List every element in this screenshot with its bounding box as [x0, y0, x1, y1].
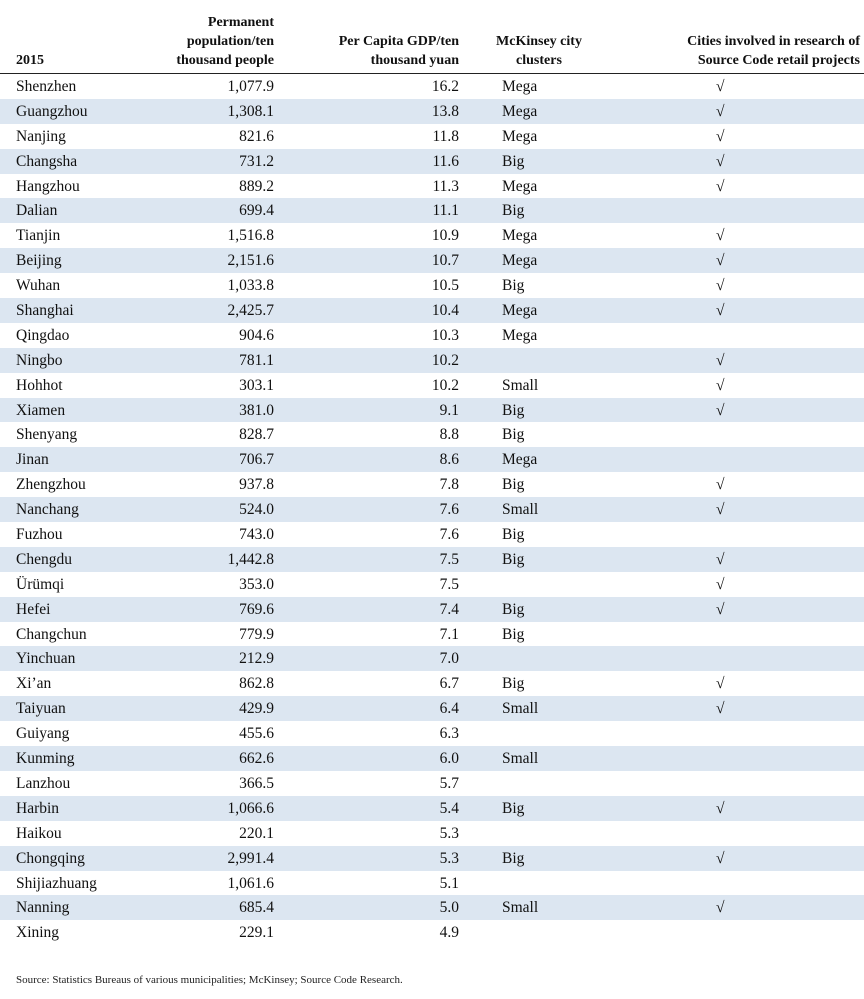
- city-cell: Qingdao: [16, 326, 70, 344]
- cluster-cell: Big: [502, 799, 525, 817]
- cluster-cell: Big: [502, 625, 525, 643]
- city-cell: Changsha: [16, 152, 78, 170]
- city-cell: Lanzhou: [16, 774, 71, 792]
- involved-check-cell: √: [716, 227, 725, 245]
- table-row: [0, 248, 864, 273]
- table-row: [0, 771, 864, 796]
- gdp-cell: 7.0: [439, 650, 459, 668]
- population-cell: 779.9: [239, 625, 274, 643]
- population-cell: 769.6: [239, 600, 274, 618]
- gdp-cell: 5.7: [439, 774, 459, 792]
- population-cell: 781.1: [239, 351, 274, 369]
- population-cell: 662.6: [239, 750, 274, 768]
- involved-check-cell: √: [716, 302, 725, 320]
- gdp-cell: 8.8: [439, 426, 459, 444]
- city-cell: Guiyang: [16, 725, 70, 743]
- city-cell: Taiyuan: [16, 700, 66, 718]
- gdp-cell: 7.5: [439, 575, 459, 593]
- city-cell: Beijing: [16, 252, 62, 270]
- gdp-cell: 6.4: [439, 700, 459, 718]
- population-cell: 353.0: [239, 575, 274, 593]
- table-row: [0, 796, 864, 821]
- table-row: [0, 99, 864, 124]
- city-cell: Nanjing: [16, 127, 66, 145]
- involved-check-cell: √: [716, 376, 725, 394]
- cluster-cell: Big: [502, 550, 525, 568]
- involved-check-cell: √: [716, 102, 725, 120]
- gdp-cell: 10.7: [431, 252, 459, 270]
- involved-check-cell: √: [716, 575, 725, 593]
- gdp-cell: 7.1: [439, 625, 459, 643]
- city-cell: Shenyang: [16, 426, 78, 444]
- header-gdp: Per Capita GDP/ten thousand yuan: [338, 34, 459, 68]
- gdp-cell: 7.5: [439, 550, 459, 568]
- gdp-cell: 6.0: [439, 750, 459, 768]
- involved-check-cell: √: [716, 252, 725, 270]
- cluster-cell: Mega: [502, 177, 538, 195]
- header-cities-involved: Cities involved in research of Source Code retail projects: [687, 34, 860, 68]
- table-header: [0, 0, 864, 74]
- city-cell: Kunming: [16, 750, 75, 768]
- gdp-cell: 7.6: [439, 526, 459, 544]
- city-cell: Jinan: [16, 451, 49, 469]
- table-row: [0, 522, 864, 547]
- city-cell: Ürümqi: [16, 575, 65, 593]
- table-row: [0, 497, 864, 522]
- involved-check-cell: √: [716, 152, 725, 170]
- table-row: [0, 721, 864, 746]
- table-row: [0, 871, 864, 896]
- population-cell: 1,033.8: [227, 277, 274, 295]
- city-cell: Haikou: [16, 824, 62, 842]
- cluster-cell: Big: [502, 152, 525, 170]
- gdp-cell: 5.1: [439, 874, 459, 892]
- gdp-cell: 10.5: [431, 277, 459, 295]
- table-row: [0, 671, 864, 696]
- involved-check-cell: √: [716, 401, 725, 419]
- city-cell: Ningbo: [16, 351, 63, 369]
- cluster-cell: Mega: [502, 326, 538, 344]
- gdp-cell: 10.4: [431, 302, 459, 320]
- table-row: [0, 622, 864, 647]
- city-cell: Hangzhou: [16, 177, 80, 195]
- cluster-cell: Small: [502, 700, 539, 718]
- gdp-cell: 5.0: [439, 899, 459, 917]
- cluster-cell: Mega: [502, 302, 538, 320]
- table-row: [0, 373, 864, 398]
- involved-check-cell: √: [716, 127, 725, 145]
- cluster-cell: Big: [502, 401, 525, 419]
- cluster-cell: Mega: [502, 451, 538, 469]
- involved-check-cell: √: [716, 550, 725, 568]
- population-cell: 731.2: [239, 152, 274, 170]
- table-row: [0, 74, 864, 99]
- city-cell: Hohhot: [16, 376, 63, 394]
- gdp-cell: 11.8: [432, 127, 459, 145]
- city-cell: Chengdu: [16, 550, 72, 568]
- city-cell: Fuzhou: [16, 526, 63, 544]
- gdp-cell: 11.6: [432, 152, 459, 170]
- population-cell: 455.6: [239, 725, 274, 743]
- city-cell: Zhengzhou: [16, 476, 86, 494]
- involved-check-cell: √: [716, 476, 725, 494]
- population-cell: 429.9: [239, 700, 274, 718]
- table-row: [0, 422, 864, 447]
- cluster-cell: Small: [502, 376, 539, 394]
- population-cell: 1,442.8: [227, 550, 274, 568]
- population-cell: 524.0: [239, 501, 274, 519]
- involved-check-cell: √: [716, 700, 725, 718]
- involved-check-cell: √: [716, 799, 725, 817]
- table-row: [0, 174, 864, 199]
- population-cell: 220.1: [239, 824, 274, 842]
- population-cell: 229.1: [239, 924, 274, 942]
- population-cell: 685.4: [239, 899, 274, 917]
- gdp-cell: 5.3: [439, 849, 459, 867]
- involved-check-cell: √: [716, 501, 725, 519]
- table-row: [0, 298, 864, 323]
- cluster-cell: Mega: [502, 78, 538, 95]
- involved-check-cell: √: [716, 675, 725, 693]
- table-row: [0, 821, 864, 846]
- gdp-cell: 10.3: [431, 326, 459, 344]
- table-row: [0, 124, 864, 149]
- involved-check-cell: √: [716, 277, 725, 295]
- gdp-cell: 7.8: [439, 476, 459, 494]
- table-row: [0, 472, 864, 497]
- gdp-cell: 6.3: [439, 725, 459, 743]
- cluster-cell: Small: [502, 899, 539, 917]
- city-cell: Shanghai: [16, 302, 74, 320]
- table-row: [0, 223, 864, 248]
- population-cell: 937.8: [239, 476, 274, 494]
- source-note: Source: Statistics Bureaus of various municipalities; McKinsey; Source Code Research.: [16, 974, 403, 986]
- cluster-cell: Big: [502, 476, 525, 494]
- table-row: [0, 597, 864, 622]
- city-cell: Yinchuan: [16, 650, 76, 668]
- cluster-cell: Small: [502, 501, 539, 519]
- table-row: [0, 696, 864, 721]
- cluster-cell: Big: [502, 426, 525, 444]
- table-row: [0, 547, 864, 572]
- table-body: [0, 74, 864, 945]
- gdp-cell: 11.1: [432, 202, 459, 220]
- cluster-cell: Mega: [502, 127, 538, 145]
- table-row: [0, 198, 864, 223]
- involved-check-cell: √: [716, 78, 725, 95]
- table-row: [0, 920, 864, 945]
- gdp-cell: 8.6: [439, 451, 459, 469]
- table-row: [0, 447, 864, 472]
- gdp-cell: 9.1: [439, 401, 459, 419]
- population-cell: 2,151.6: [227, 252, 274, 270]
- population-cell: 1,308.1: [227, 102, 274, 120]
- city-cell: Hefei: [16, 600, 51, 618]
- gdp-cell: 10.2: [431, 351, 459, 369]
- gdp-cell: 4.9: [439, 924, 459, 942]
- gdp-cell: 11.3: [432, 177, 459, 195]
- cluster-cell: Mega: [502, 227, 538, 245]
- cluster-cell: Big: [502, 277, 525, 295]
- involved-check-cell: √: [716, 899, 725, 917]
- city-cell: Changchun: [16, 625, 87, 643]
- population-cell: 366.5: [239, 774, 274, 792]
- city-cell: Shijiazhuang: [16, 874, 97, 892]
- city-cell: Guangzhou: [16, 102, 88, 120]
- city-cell: Tianjin: [16, 227, 61, 245]
- city-cell: Chongqing: [16, 849, 85, 867]
- cluster-cell: Mega: [502, 102, 538, 120]
- population-cell: 1,066.6: [227, 799, 274, 817]
- population-cell: 2,425.7: [227, 302, 274, 320]
- population-cell: 1,077.9: [227, 78, 274, 95]
- table-row: [0, 846, 864, 871]
- involved-check-cell: √: [716, 351, 725, 369]
- gdp-cell: 10.9: [431, 227, 459, 245]
- population-cell: 889.2: [239, 177, 274, 195]
- population-cell: 862.8: [239, 675, 274, 693]
- cluster-cell: Big: [502, 849, 525, 867]
- table-row: [0, 323, 864, 348]
- city-cell: Dalian: [16, 202, 58, 220]
- population-cell: 1,516.8: [227, 227, 274, 245]
- gdp-cell: 16.2: [431, 78, 459, 95]
- involved-check-cell: √: [716, 849, 725, 867]
- city-cell: Nanchang: [16, 501, 79, 519]
- cluster-cell: Big: [502, 600, 525, 618]
- city-cell: Xiamen: [16, 401, 66, 419]
- header-population: Permanent population/ten thousand people: [176, 15, 274, 68]
- header-mckinsey-clusters: McKinsey city clusters: [496, 34, 582, 68]
- table-row: [0, 895, 864, 920]
- cluster-cell: Small: [502, 750, 539, 768]
- gdp-cell: 6.7: [439, 675, 459, 693]
- table-row: [0, 746, 864, 771]
- cluster-cell: Big: [502, 675, 525, 693]
- table-row: [0, 572, 864, 597]
- city-cell: Xi’an: [16, 675, 52, 693]
- population-cell: 1,061.6: [227, 874, 274, 892]
- city-cell: Shenzhen: [16, 78, 77, 95]
- population-cell: 212.9: [239, 650, 274, 668]
- city-cell: Nanning: [16, 899, 70, 917]
- table-row: [0, 149, 864, 174]
- population-cell: 821.6: [239, 127, 274, 145]
- population-cell: 828.7: [239, 426, 274, 444]
- header-year: 2015: [16, 53, 44, 68]
- population-cell: 2,991.4: [227, 849, 274, 867]
- population-cell: 303.1: [239, 376, 274, 394]
- cluster-cell: Big: [502, 202, 525, 220]
- city-cell: Harbin: [16, 799, 60, 817]
- population-cell: 699.4: [239, 202, 274, 220]
- gdp-cell: 10.2: [431, 376, 459, 394]
- involved-check-cell: √: [716, 177, 725, 195]
- city-cell: Wuhan: [16, 277, 61, 295]
- population-cell: 743.0: [239, 526, 274, 544]
- gdp-cell: 5.4: [439, 799, 459, 817]
- city-cell: Xining: [16, 924, 60, 942]
- gdp-cell: 7.4: [439, 600, 459, 618]
- population-cell: 904.6: [239, 326, 274, 344]
- cluster-cell: Big: [502, 526, 525, 544]
- table-row: [0, 646, 864, 671]
- table-row: [0, 273, 864, 298]
- gdp-cell: 13.8: [431, 102, 459, 120]
- cluster-cell: Mega: [502, 252, 538, 270]
- population-cell: 381.0: [239, 401, 274, 419]
- table-row: [0, 398, 864, 423]
- gdp-cell: 7.6: [439, 501, 459, 519]
- involved-check-cell: √: [716, 600, 725, 618]
- gdp-cell: 5.3: [439, 824, 459, 842]
- population-cell: 706.7: [239, 451, 274, 469]
- table-row: [0, 348, 864, 373]
